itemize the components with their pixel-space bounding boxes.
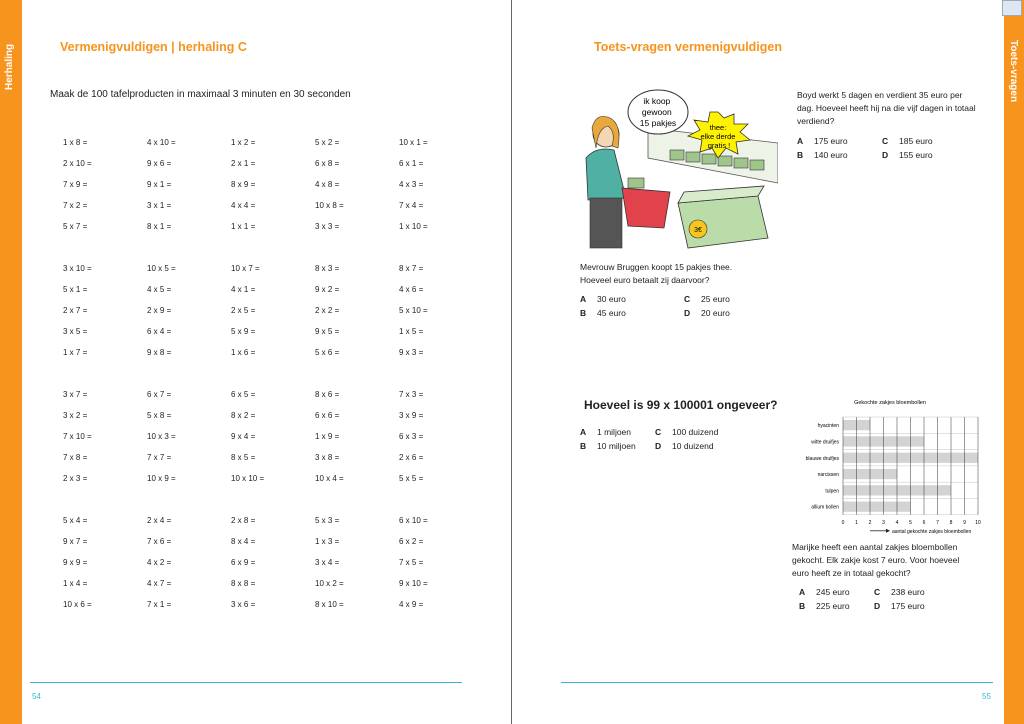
table-cell: 2 x 9 = (147, 306, 172, 315)
table-cell: 2 x 8 = (231, 516, 256, 525)
option-value: 155 euro (899, 150, 933, 160)
answer-option[interactable] (655, 427, 718, 437)
book-spine (511, 0, 512, 724)
side-tab-label-right: Toets-vragen (1008, 40, 1019, 103)
option-value: 100 duizend (672, 427, 719, 437)
table-cell: 9 x 7 = (63, 537, 88, 546)
option-value: 30 euro (597, 294, 626, 304)
option-letter: C (882, 136, 889, 146)
table-cell: 5 x 5 = (399, 474, 424, 483)
table-cell: 8 x 1 = (147, 222, 172, 231)
table-cell: 6 x 3 = (399, 432, 424, 441)
option-letter: D (874, 601, 881, 611)
tick-label: 6 (922, 519, 926, 526)
tick-label: 7 (936, 519, 939, 526)
option-letter: D (655, 441, 662, 451)
table-cell: 10 x 6 = (63, 600, 92, 609)
tick-label: 1 (855, 519, 858, 526)
table-cell: 7 x 8 = (63, 453, 88, 462)
table-cell: 9 x 10 = (399, 579, 428, 588)
table-cell: 4 x 9 = (399, 600, 424, 609)
table-cell: 10 x 3 = (147, 432, 176, 441)
option-value: 175 euro (891, 601, 925, 611)
tick-label: 0 (841, 519, 845, 526)
shopping-illustration (578, 88, 778, 252)
option-value: 245 euro (816, 587, 850, 597)
page-title-right: Toets-vragen vermenigvuldigen (594, 40, 783, 54)
table-cell: 10 x 1 = (399, 138, 428, 147)
table-cell: 4 x 4 = (231, 201, 256, 210)
category-label: hyacinten (817, 423, 839, 430)
table-cell: 8 x 10 = (315, 600, 344, 609)
option-letter: A (580, 427, 587, 437)
option-letter: B (797, 150, 804, 160)
tea-box (678, 196, 768, 248)
option-letter: C (655, 427, 662, 437)
option-value: 1 miljoen (597, 427, 632, 437)
table-cell: 3 x 5 = (63, 327, 88, 336)
page-icon[interactable] (1002, 0, 1022, 16)
table-cell: 8 x 6 = (315, 390, 340, 399)
category-label: tulpen (825, 488, 839, 495)
table-cell: 2 x 3 = (63, 474, 88, 483)
table-cell: 4 x 5 = (147, 285, 172, 294)
table-cell: 9 x 3 = (399, 348, 424, 357)
table-cell: 5 x 6 = (315, 348, 340, 357)
table-cell: 4 x 7 = (147, 579, 172, 588)
option-letter: B (580, 308, 587, 318)
answer-option[interactable] (655, 441, 714, 451)
table-cell: 4 x 6 = (399, 285, 424, 294)
option-value: 140 euro (814, 150, 848, 160)
table-cell: 6 x 1 = (399, 159, 424, 168)
option-value: 238 euro (891, 587, 925, 597)
option-value: 20 euro (701, 308, 730, 318)
answer-option[interactable] (580, 294, 626, 304)
table-cell: 1 x 8 = (63, 138, 88, 147)
table-cell: 1 x 4 = (63, 579, 88, 588)
table-cell: 1 x 5 = (399, 327, 424, 336)
table-cell: 1 x 1 = (231, 222, 256, 231)
side-tab-left (0, 0, 22, 724)
table-cell: 8 x 5 = (231, 453, 256, 462)
option-letter: A (797, 136, 804, 146)
table-cell: 10 x 7 = (231, 264, 260, 273)
table-cell: 3 x 4 = (315, 558, 340, 567)
table-cell: 3 x 1 = (147, 201, 172, 210)
table-cell: 3 x 10 = (63, 264, 92, 273)
table-cell: 2 x 4 = (147, 516, 172, 525)
x-axis-label: aantal gekochte zakjes bloembollen (892, 528, 972, 535)
table-cell: 5 x 4 = (63, 516, 88, 525)
table-cell: 10 x 8 = (315, 201, 344, 210)
table-cell: 5 x 10 = (399, 306, 428, 315)
table-cell: 6 x 8 = (315, 159, 340, 168)
table-cell: 7 x 6 = (147, 537, 172, 546)
table-cell: 7 x 5 = (399, 558, 424, 567)
table-cell: 3 x 6 = (231, 600, 256, 609)
table-cell: 7 x 3 = (399, 390, 424, 399)
option-letter: C (684, 294, 691, 304)
option-value: 45 euro (597, 308, 626, 318)
answer-option[interactable] (882, 136, 933, 146)
table-cell: 8 x 8 = (231, 579, 256, 588)
instruction-text: Maak de 100 tafelproducten in maximaal 3 minuten en 30 seconden (50, 89, 351, 100)
answer-option[interactable] (580, 308, 626, 318)
table-cell: 6 x 9 = (231, 558, 256, 567)
table-cell: 8 x 9 = (231, 180, 256, 189)
answer-option[interactable] (580, 427, 631, 437)
option-value: 25 euro (701, 294, 730, 304)
option-letter: D (882, 150, 889, 160)
table-cell: 5 x 7 = (63, 222, 88, 231)
table-cell: 5 x 2 = (315, 138, 340, 147)
answer-option[interactable] (874, 601, 925, 611)
woman-skirt (590, 198, 622, 248)
table-cell: 1 x 7 = (63, 348, 88, 357)
table-cell: 2 x 1 = (231, 159, 256, 168)
option-letter: B (580, 441, 587, 451)
table-cell: 10 x 5 = (147, 264, 176, 273)
answer-option[interactable] (580, 441, 636, 451)
category-label: allium bollen (811, 504, 839, 511)
svg-text:ik koop gewoon 15 pakj: ik koop gewoon 15 pakjes (639, 96, 677, 128)
option-letter: A (580, 294, 587, 304)
table-cell: 1 x 9 = (315, 432, 340, 441)
woman-top (586, 149, 626, 200)
table-cell: 1 x 6 = (231, 348, 256, 357)
bulb-bar-chart (790, 395, 990, 537)
option-value: 175 euro (814, 136, 848, 146)
tick-label: 2 (868, 519, 872, 526)
table-cell: 6 x 10 = (399, 516, 428, 525)
footer-rule-left (30, 682, 462, 683)
option-value: 10 duizend (672, 441, 714, 451)
price-label: 3€ (694, 227, 702, 234)
table-cell: 8 x 3 = (315, 264, 340, 273)
table-cell: 9 x 6 = (147, 159, 172, 168)
page-number-right: 55 (982, 692, 991, 701)
question-2-text: Mevrouw Bruggen koopt 15 pakjes thee. Hoeveel euro betaalt zij daarvoor? (580, 262, 733, 285)
table-cell: 7 x 4 = (399, 201, 424, 210)
table-cell: 2 x 7 = (63, 306, 88, 315)
table-cell: 5 x 8 = (147, 411, 172, 420)
table-cell: 10 x 2 = (315, 579, 344, 588)
table-cell: 2 x 10 = (63, 159, 92, 168)
side-tab-label-left: Herhaling (4, 43, 15, 90)
question-4-text: Marijke heeft een aantal zakjes bloembollen gekocht. Elk zakje kost 7 euro. Voor hoeveel euro heeft ze in totaal gekocht? (792, 542, 960, 578)
table-cell: 8 x 7 = (399, 264, 424, 273)
table-cell: 8 x 4 = (231, 537, 256, 546)
table-cell: 5 x 1 = (63, 285, 88, 294)
table-cell: 7 x 9 = (63, 180, 88, 189)
table-cell: 9 x 9 = (63, 558, 88, 567)
table-cell: 10 x 4 = (315, 474, 344, 483)
table-cell: 6 x 5 = (231, 390, 256, 399)
table-cell: 4 x 8 = (315, 180, 340, 189)
option-letter: C (874, 587, 881, 597)
table-cell: 1 x 10 = (399, 222, 428, 231)
table-cell: 2 x 2 = (315, 306, 340, 315)
table-cell: 2 x 5 = (231, 306, 256, 315)
tick-label: 3 (882, 519, 885, 526)
table-cell: 7 x 7 = (147, 453, 172, 462)
option-letter: A (799, 587, 806, 597)
table-cell: 3 x 2 = (63, 411, 88, 420)
table-cell: 3 x 7 = (63, 390, 88, 399)
answer-option[interactable] (797, 136, 848, 146)
table-cell: 7 x 10 = (63, 432, 92, 441)
tick-label: 10 (975, 519, 981, 526)
table-cell: 9 x 8 = (147, 348, 172, 357)
option-letter: B (799, 601, 806, 611)
page-number-left: 54 (32, 692, 41, 701)
table-cell: 8 x 2 = (231, 411, 256, 420)
table-cell: 7 x 2 = (63, 201, 88, 210)
category-label: witte druifjes (811, 439, 839, 446)
table-cell: 10 x 9 = (147, 474, 176, 483)
table-cell: 3 x 8 = (315, 453, 340, 462)
question-1-text: Boyd werkt 5 dagen en verdient 35 euro per dag. Hoeveel heeft hij na die vijf dagen in totaal verdiend? (797, 90, 976, 126)
category-label: blauwe druifjes (805, 455, 839, 462)
option-value: 225 euro (816, 601, 850, 611)
table-cell: 9 x 1 = (147, 180, 172, 189)
bar (843, 502, 911, 512)
table-cell: 7 x 1 = (147, 600, 172, 609)
table-cell: 4 x 2 = (147, 558, 172, 567)
table-cell: 5 x 9 = (231, 327, 256, 336)
axis-arrowhead (886, 529, 890, 533)
side-tab-right (1004, 0, 1024, 724)
table-cell: 1 x 3 = (315, 537, 340, 546)
option-value: 185 euro (899, 136, 933, 146)
table-cell: 4 x 10 = (147, 138, 176, 147)
svg-text:thee: elke derde grati: thee: elke derde gratis ! (700, 123, 736, 150)
page-title-left: Vermenigvuldigen | herhaling C (60, 40, 247, 54)
table-cell: 10 x 10 = (231, 474, 265, 483)
table-cell: 9 x 5 = (315, 327, 340, 336)
chart-title: Gekochte zakjes bloembollen (854, 400, 926, 406)
table-cell: 2 x 6 = (399, 453, 424, 462)
table-cell: 4 x 3 = (399, 180, 424, 189)
tick-label: 5 (909, 519, 912, 526)
answer-option[interactable] (882, 150, 933, 160)
answer-option[interactable] (797, 150, 848, 160)
table-cell: 3 x 3 = (315, 222, 340, 231)
table-cell: 6 x 4 = (147, 327, 172, 336)
footer-rule-right (561, 682, 993, 683)
tick-label: 4 (895, 519, 899, 526)
table-cell: 6 x 7 = (147, 390, 172, 399)
shopping-basket (622, 188, 670, 228)
answer-option[interactable] (684, 308, 730, 318)
table-cell: 9 x 2 = (315, 285, 340, 294)
table-cell: 4 x 1 = (231, 285, 256, 294)
table-cell: 6 x 6 = (315, 411, 340, 420)
tick-label: 8 (949, 519, 953, 526)
option-letter: D (684, 308, 691, 318)
answer-option[interactable] (874, 587, 925, 597)
answer-option[interactable] (684, 294, 730, 304)
category-label: narcissen (817, 472, 839, 479)
tick-label: 9 (963, 519, 966, 526)
answer-option[interactable] (799, 587, 850, 597)
table-cell: 3 x 9 = (399, 411, 424, 420)
table-cell: 9 x 4 = (231, 432, 256, 441)
option-value: 10 miljoen (597, 441, 636, 451)
question-3-text: Hoeveel is 99 x 100001 ongeveer? (584, 398, 778, 412)
table-cell: 6 x 2 = (399, 537, 424, 546)
table-cell: 1 x 2 = (231, 138, 256, 147)
answer-option[interactable] (799, 601, 850, 611)
table-cell: 5 x 3 = (315, 516, 340, 525)
